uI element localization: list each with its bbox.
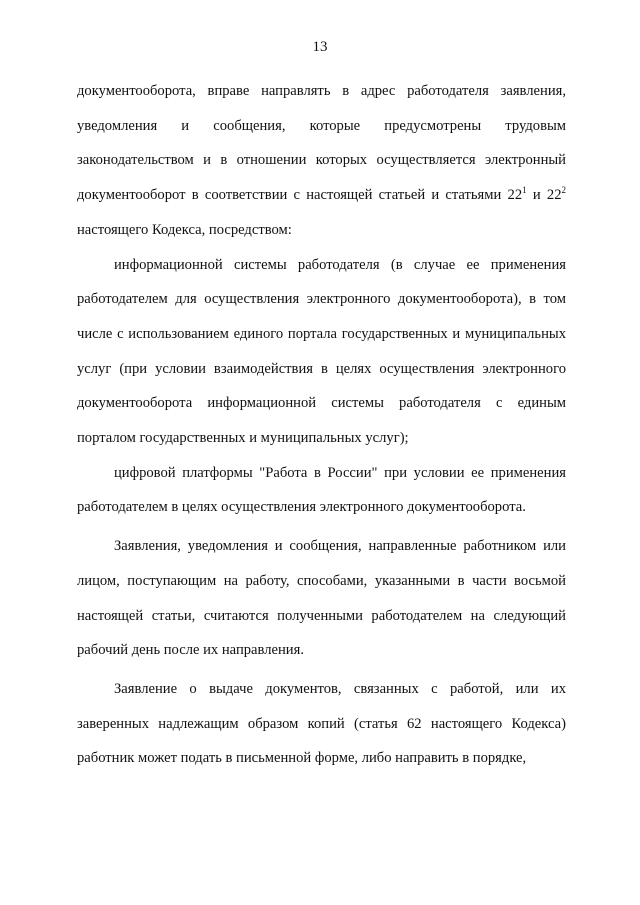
page-number: 13 [312,39,328,55]
paragraph-3: цифровой платформы "Работа в России" при условии ее применения работодателем в целях осуществления электронного документооборота. [77,464,566,516]
paragraph-1 [77,74,566,248]
paragraph-1-text-b: и 22 [526,187,562,204]
paragraph-1-text-a: документооборота, вправе направлять в адрес работодателя заявления, уведомления и сообщения, которые предусмотрены трудовым законодательством и в отношении которых осуществляется электронный документооборот в соответствии с настоящей статьей и статьями 22 [77,83,566,204]
superscript-article-2: 2 [561,185,566,196]
paragraph-2: информационной системы работодателя (в случае ее применения работодателем для осуществления электронного документооборота), в том числе с использованием единого портала государственных и муниципальных услуг (при условии взаимодействия в целях осуществления электронного документооборота информационной системы работодателя с единым порталом государственных и муниципальных услуг); [77,256,566,447]
superscript-article-1: 1 [522,185,527,196]
document-body [77,74,566,776]
paragraph-5: Заявление о выдаче документов, связанных с работой, или их заверенных надлежащим образом копий (статья 62 настоящего Кодекса) работник может подать в письменной форме, либо направить в порядке, [77,680,566,767]
paragraph-4: Заявления, уведомления и сообщения, направленные работником или лицом, поступающим на работу, способами, указанными в части восьмой настоящей статьи, считаются полученными работодателем на следующий рабочий день после их направления. [77,538,566,659]
paragraph-1-text-c: настоящего Кодекса, посредством: [77,221,292,238]
